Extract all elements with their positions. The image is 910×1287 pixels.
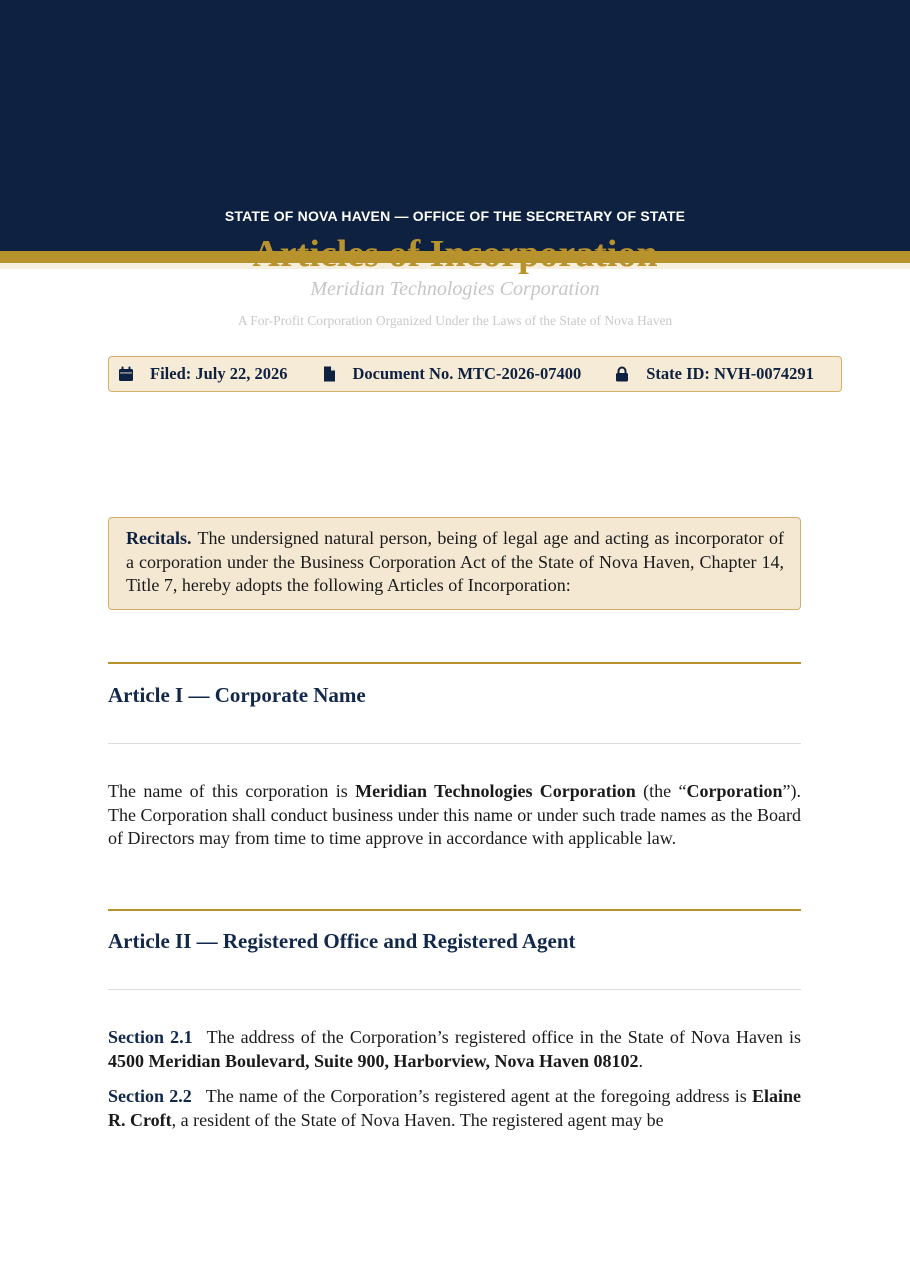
section-2-1 [108, 1026, 801, 1073]
lock-icon [614, 366, 630, 382]
company-name: Meridian Technologies Corporation [310, 278, 600, 300]
article-1-text-b: (the “ [635, 781, 687, 801]
article-2-top-rule [108, 909, 801, 911]
recitals-text: The undersigned natural person, being of legal age and acting as incorporator of a corporation under the Business Corporation Act of the State of Nova Haven, Chapter 14, Title 7, hereby adopts the following Articles of Incorporation: [126, 528, 784, 595]
section-2-1-text-b: . [638, 1050, 643, 1071]
section-2-2 [108, 1085, 801, 1132]
section-2-2-text-a: The name of the Corporation’s registered agent at the foregoing address is [205, 1086, 752, 1106]
article-2-heading: Article II — Registered Office and Registered Agent [108, 929, 576, 953]
document-title [0, 226, 910, 251]
article-2-divider [108, 989, 801, 990]
article-1-text-c: ”). The Corporation shall conduct business under this name or under such trade names as the Board of Directors may from time to time approve in accordance with applicable law. [108, 781, 801, 848]
article-1-heading: Article I — Corporate Name [108, 683, 366, 707]
section-2-2-label: Section 2.2 [108, 1086, 192, 1106]
section-2-2-text-b: , a resident of the State of Nova Haven. The registered agent may be [171, 1109, 664, 1130]
defined-term-corporation: Corporation [686, 781, 783, 801]
state-id [614, 364, 814, 384]
registered-office-address: 4500 Meridian Boulevard, Suite 900, Harborview, Nova Haven 08102 [108, 1050, 639, 1071]
article-1-divider [108, 743, 801, 744]
article-1-paragraph [108, 780, 801, 851]
calendar-icon [118, 366, 134, 382]
section-2-1-text-a: The address of the Corporation’s registered office in the State of Nova Haven is [206, 1027, 802, 1047]
section-2-1-label: Section 2.1 [108, 1027, 193, 1047]
filed-date-text: Filed: July 22, 2026 [150, 364, 288, 383]
article-1-text-a: The name of this corporation is [108, 781, 356, 801]
filed-date [118, 364, 288, 384]
document-icon [321, 366, 337, 382]
document-number-text: Document No. MTC-2026-07400 [352, 364, 582, 383]
recitals-label: Recitals. [126, 528, 192, 548]
corporate-name: Meridian Technologies Corporation [355, 781, 636, 801]
recitals-box [108, 517, 801, 610]
state-id-text: State ID: NVH-0074291 [646, 364, 814, 383]
filing-meta-bar [108, 356, 842, 392]
article-1-top-rule [108, 662, 801, 664]
document-subtitle: A For-Profit Corporation Organized Under the Laws of the State of Nova Haven [237, 313, 673, 328]
registered-agent-name: Elaine R. Croft [108, 1086, 801, 1130]
document-number [321, 364, 582, 384]
agency-line: STATE OF NOVA HAVEN — OFFICE OF THE SECRETARY OF STATE [224, 208, 686, 224]
